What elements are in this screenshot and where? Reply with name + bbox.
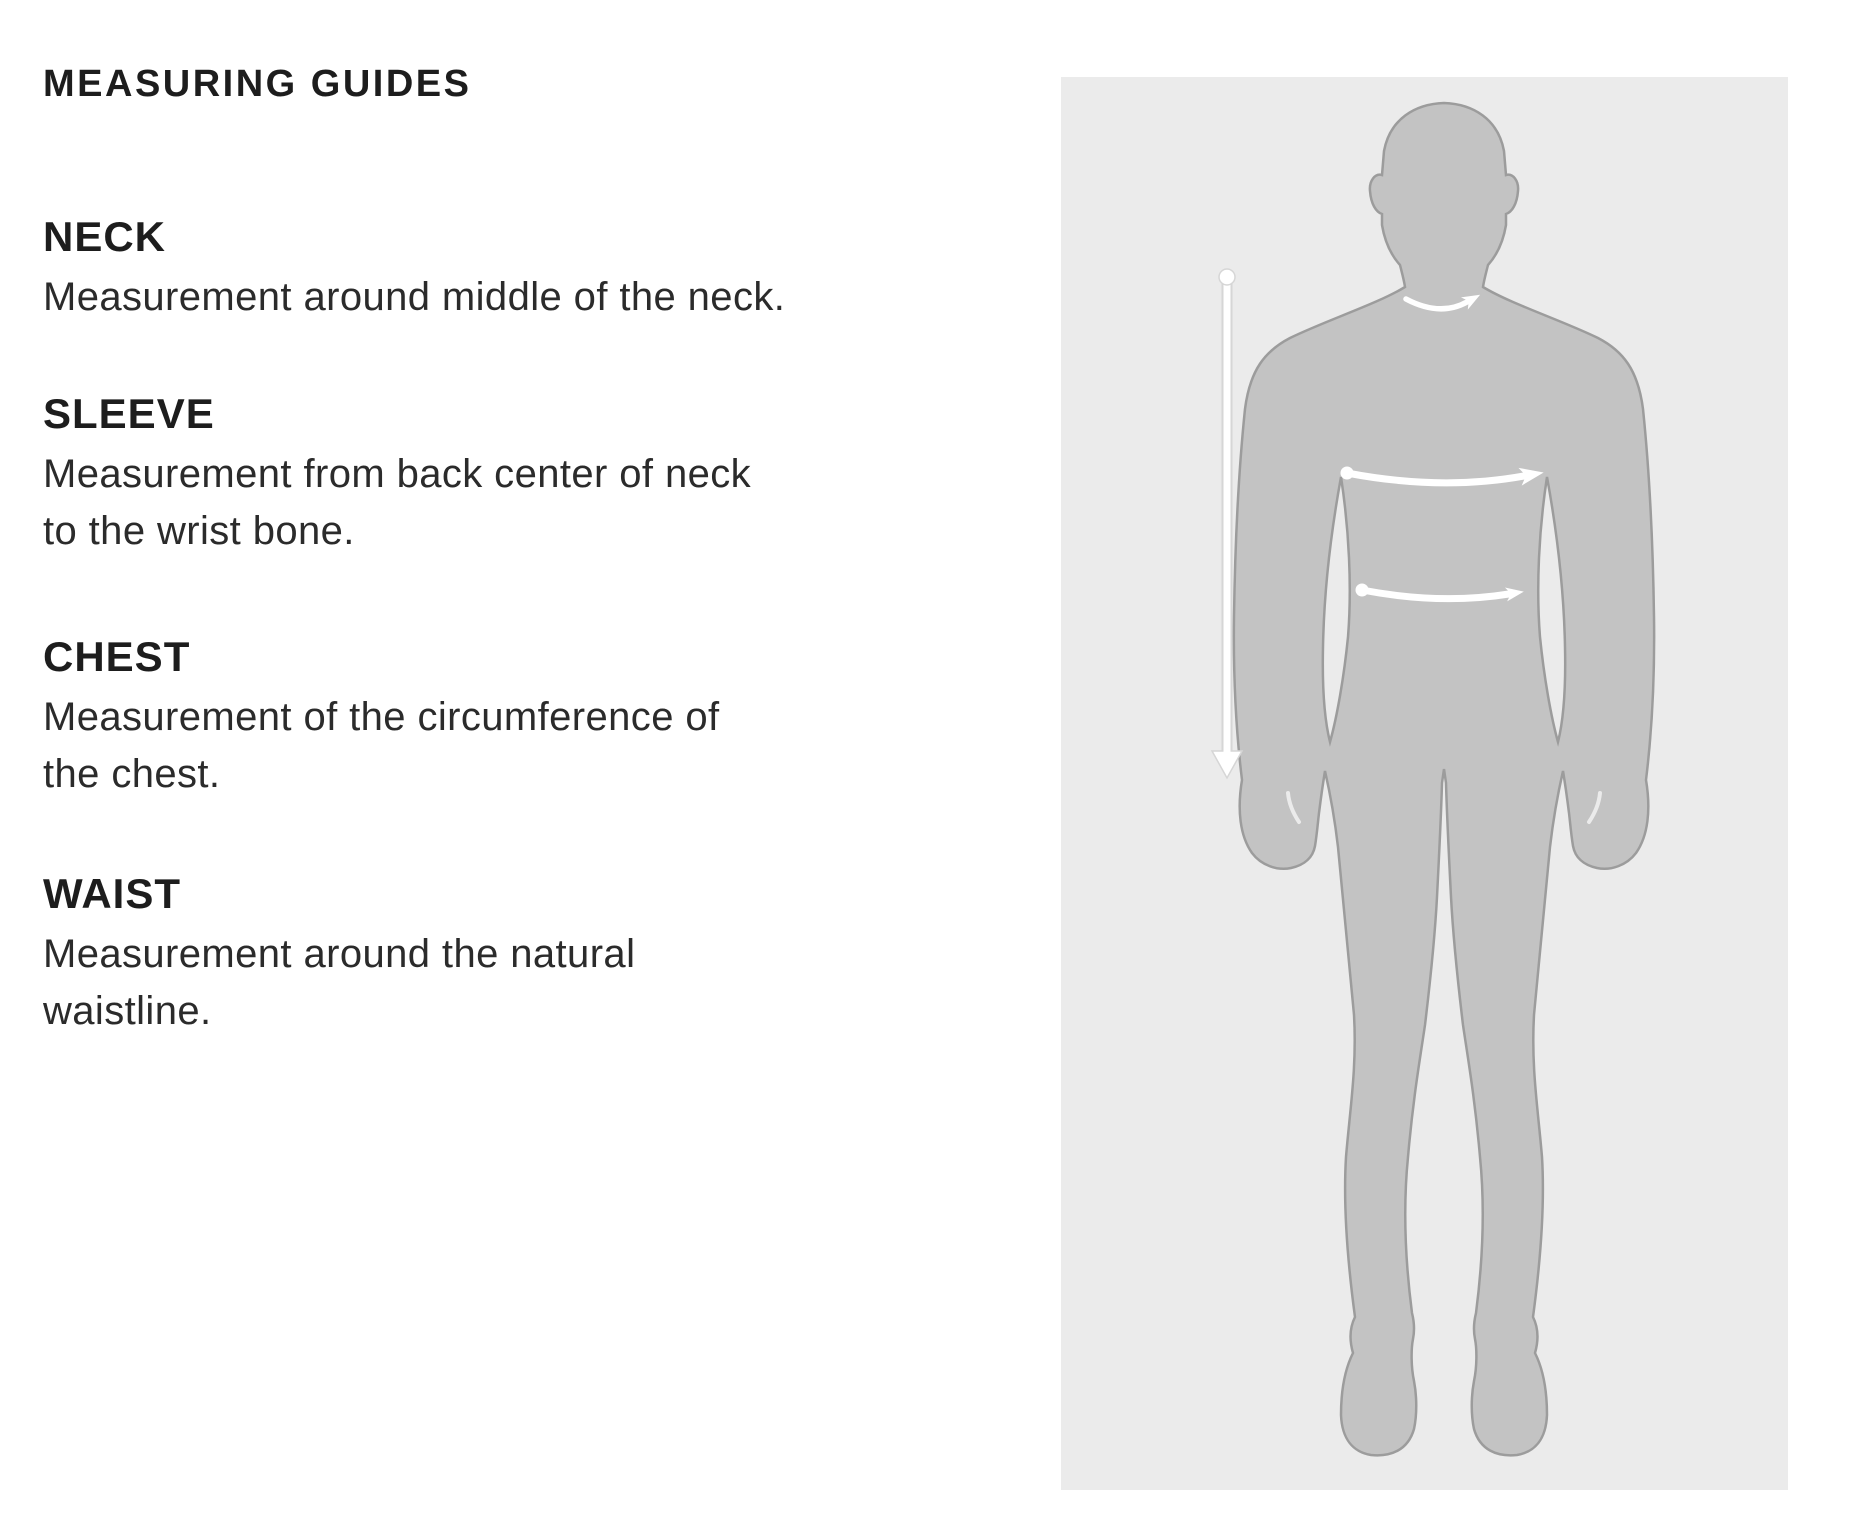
description-line: Measurement around middle of the neck. [43, 275, 786, 319]
section-description [43, 689, 923, 803]
body-measurement-diagram [1061, 77, 1788, 1490]
section-heading: SLEEVE [43, 390, 215, 437]
measuring-diagram-panel [1061, 77, 1788, 1490]
section-waist [43, 870, 923, 1040]
description-line: Measurement from back center of neck [43, 452, 752, 496]
section-description [43, 446, 923, 560]
section-neck [43, 213, 923, 326]
section-heading: CHEST [43, 633, 191, 680]
description-line: the chest. [43, 752, 221, 796]
section-heading: NECK [43, 213, 167, 260]
description-line: to the wrist bone. [43, 509, 355, 553]
description-line: waistline. [43, 989, 212, 1033]
page-title: MEASURING GUIDES [43, 63, 472, 105]
section-sleeve [43, 390, 923, 560]
section-heading: WAIST [43, 870, 181, 917]
description-line: Measurement around the natural [43, 932, 636, 976]
description-line: Measurement of the circumference of [43, 695, 720, 739]
section-description [43, 269, 923, 326]
section-description [43, 926, 923, 1040]
section-chest [43, 633, 923, 803]
